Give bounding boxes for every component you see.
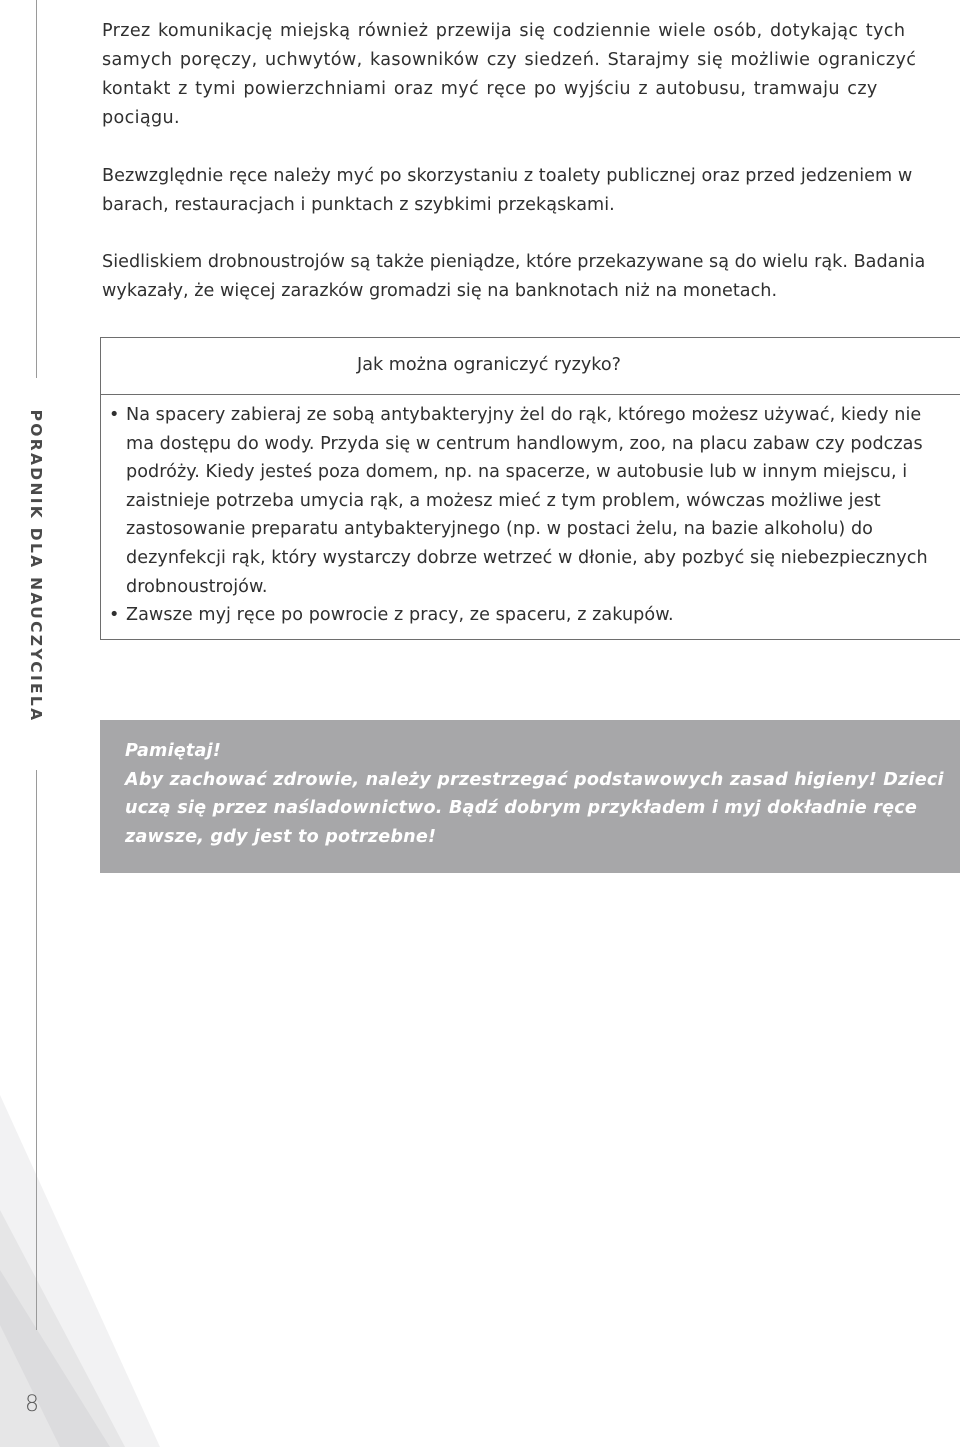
risk-box-title: Jak można ograniczyć ryzyko? xyxy=(357,355,621,375)
paragraph-public-transport: Przez komunikację miejską również przewija się codziennie wiele osób, dotykając tych samych poręczy, uchwytów, kasowników czy siedzeń. Starajmy się możliwie ograniczyć kontakt z tymi powierzchniami oraz myć ręce po wyjściu z autobusu, tramwaju czy pociągu. xyxy=(102,21,917,128)
page-number: 8 xyxy=(25,1392,39,1417)
bullet-icon: • xyxy=(109,405,120,425)
paragraph-toilet-eating: Bezwzględnie ręce należy myć po skorzystaniu z toalety publicznej oraz przed jedzeniem w barach, restauracjach i punktach z szybkimi przekąskami. xyxy=(102,166,913,215)
risk-bullet-item xyxy=(101,401,941,601)
risk-bullet-list xyxy=(101,401,941,630)
side-running-title: PORADNIK DLA NAUCZYCIELA xyxy=(27,409,45,723)
risk-bullet-text: Na spacery zabieraj ze sobą antybakteryjny żel do rąk, którego możesz używać, kiedy nie ma dostępu do wody. Przyda się w centrum handlowym, zoo, na placu zabaw czy podczas podróży. Kiedy jesteś poza domem, np. na spacerze, w autobusie lub w innym miejscu, i zaistnieje potrzeba umycia rąk, a możesz mieć z tym problem, wówczas możliwe jest zastosowanie preparatu antybakteryjnego (np. w postaci żelu, na bazie alkoholu) do dezynfekcji rąk, który wystarczy dobrze wetrzeć w dłonie, aby pozbyć się niebezpiecznych drobnoustrojów. xyxy=(126,405,928,597)
risk-bullet-item xyxy=(101,601,941,630)
paragraph-money: Siedliskiem drobnoustrojów są także pieniądze, które przekazywane są do wielu rąk. Badania wykazały, że więcej zarazków gromadzi się na banknotach niż na monetach. xyxy=(102,252,926,301)
bullet-icon: • xyxy=(109,605,120,626)
remember-text xyxy=(125,737,945,851)
risk-box xyxy=(100,337,960,640)
remember-box xyxy=(100,720,960,873)
side-rule-bottom xyxy=(36,770,37,1330)
remember-body: Aby zachować zdrowie, należy przestrzegać podstawowych zasad higieny! Dzieci uczą się przez naśladownictwo. Bądź dobrym przykładem i myj dokładnie ręce zawsze, gdy jest to potrzebne! xyxy=(125,769,944,847)
risk-box-divider xyxy=(100,394,960,395)
side-rule-top xyxy=(36,0,37,378)
risk-bullet-text: Zawsze myj ręce po powrocie z pracy, ze spaceru, z zakupów. xyxy=(126,605,674,626)
remember-heading: Pamiętaj! xyxy=(125,741,222,761)
